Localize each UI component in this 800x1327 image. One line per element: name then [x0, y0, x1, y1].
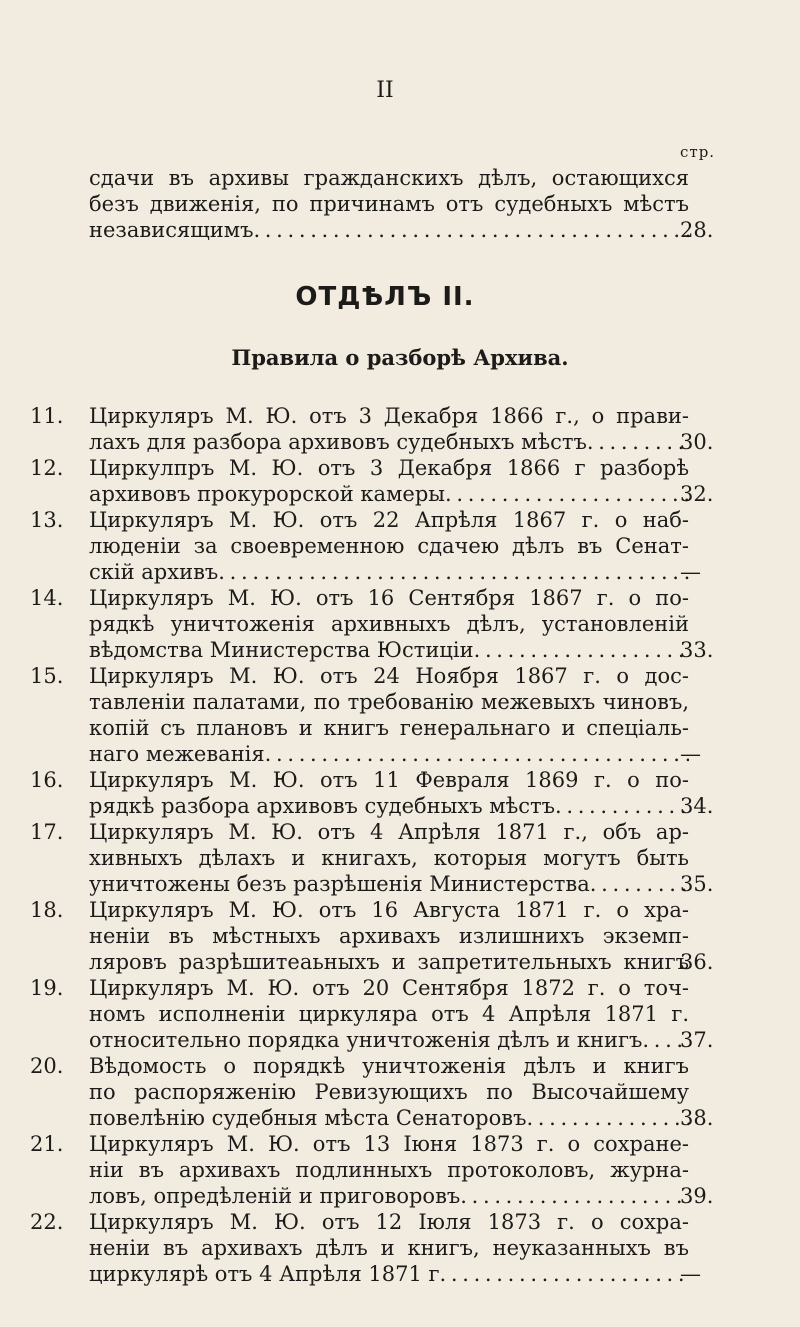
- entry-page-ref: 32.: [680, 482, 714, 506]
- entry-number: 12.: [30, 456, 64, 480]
- entries-list: [0, 403, 800, 1287]
- entry-text-line: Циркуляръ М. Ю. отъ 12 Іюля 1873 г. о сохра-: [89, 1210, 689, 1234]
- entry-page-ref: 37.: [680, 1028, 714, 1052]
- entry-number: 19.: [30, 976, 64, 1000]
- entry-number: 13.: [30, 508, 64, 532]
- entry-page-ref: 28.: [680, 218, 714, 242]
- entry-number: 15.: [30, 664, 64, 688]
- entry-text-line: Вѣдомость о порядкѣ уничтоженія дѣлъ и книгъ: [89, 1054, 689, 1078]
- page-column-header: стр.: [680, 143, 716, 161]
- entry-text-line: копій съ плановъ и книгъ генеральнаго и спеціаль-: [89, 716, 689, 740]
- entry-text-line: относительно порядка уничтоженія дѣлъ и книгъ . . .: [89, 1027, 689, 1053]
- entry-text-line: сдачи въ архивы гражданскихъ дѣлъ, остающихся: [89, 166, 689, 190]
- entry-text-line: Циркуляръ М. Ю. отъ 20 Сентября 1872 г. о точ-: [89, 976, 689, 1000]
- toc-entry: [0, 663, 800, 767]
- entry-text-line: люденіи за своевременною сдачею дѣлъ въ Сенат-: [89, 534, 689, 558]
- entry-text-line: Циркуляръ М. Ю. отъ 16 Августа 1871 г. о хра-: [89, 898, 689, 922]
- entry-number: 22.: [30, 1210, 64, 1234]
- entry-page-ref: —: [680, 560, 701, 584]
- entry-text-line: ніи въ архивахъ подлинныхъ протоколовъ, журна-: [89, 1158, 689, 1182]
- section-title: ОТДѢЛЪ II.: [295, 282, 475, 312]
- entry-page-ref: 39.: [680, 1184, 714, 1208]
- entry-text-line: Циркуляръ М. Ю. отъ 22 Апрѣля 1867 г. о наб-: [89, 508, 689, 532]
- entry-text-line: циркулярѣ отъ 4 Апрѣля 1871 г . . .: [89, 1261, 689, 1287]
- entry-text-line: повелѣнію судебныя мѣста Сенаторовъ . . .: [89, 1105, 689, 1131]
- entry-number: 21.: [30, 1132, 64, 1156]
- entry-text-line: Циркуляръ М. Ю. отъ 11 Февраля 1869 г. о по-: [89, 768, 689, 792]
- entry-text-line: наго межеванія . . .: [89, 741, 689, 767]
- entry-text-line: ловъ, опредѣленій и приговоровъ . . .: [89, 1183, 689, 1209]
- entry-text-line: Циркулпръ М. Ю. отъ 3 Декабря 1866 г разборѣ: [89, 456, 689, 480]
- toc-entry: [0, 1053, 800, 1131]
- toc-entry: [0, 507, 800, 585]
- entry-text-line: Циркуляръ М. Ю. отъ 16 Сентября 1867 г. о по-: [89, 586, 689, 610]
- entry-number: 20.: [30, 1054, 64, 1078]
- entry-text-line: тавленіи палатами, по требованію межевыхъ чиновъ,: [89, 690, 689, 714]
- entry-page-ref: 35.: [680, 872, 714, 896]
- entry-text-line: Циркуляръ М. Ю. отъ 24 Ноября 1867 г. о дос-: [89, 664, 689, 688]
- toc-entry: [0, 1131, 800, 1209]
- entry-text-line: вѣдомства Министерства Юстиціи . . .: [89, 637, 689, 663]
- toc-entry: [0, 403, 800, 455]
- entry-text-line: хивныхъ дѣлахъ и книгахъ, которыя могутъ быть: [89, 846, 689, 870]
- entry-number: 11.: [30, 404, 64, 428]
- entry-text-line: рядкѣ разбора архивовъ судебныхъ мѣстъ . . .: [89, 793, 689, 819]
- entry-text-line: рядкѣ уничтоженія архивныхъ дѣлъ, установленій: [89, 612, 689, 636]
- entry-page-ref: 30.: [680, 430, 714, 454]
- entry-text-line: по распоряженію Ревизующихъ по Высочайшему: [89, 1080, 689, 1104]
- entry-number: 17.: [30, 820, 64, 844]
- entry-text-line: Циркуляръ М. Ю. отъ 4 Апрѣля 1871 г., объ ар-: [89, 820, 689, 844]
- entry-text-line: неніи въ архивахъ дѣлъ и книгъ, неуказанныхъ въ: [89, 1236, 689, 1260]
- page-number: II: [376, 78, 394, 103]
- entry-page-ref: —: [680, 1262, 701, 1286]
- entry-number: 16.: [30, 768, 64, 792]
- entry-text-line: лахъ для разбора архивовъ судебныхъ мѣстъ . . .: [89, 429, 689, 455]
- toc-entry: [0, 897, 800, 975]
- entry-text-line: номъ исполненіи циркуляра отъ 4 Апрѣля 1871 г.: [89, 1002, 689, 1026]
- entry-number: 18.: [30, 898, 64, 922]
- entry-text-line: скій архивъ . . .: [89, 559, 689, 585]
- toc-entry: [0, 455, 800, 507]
- entry-text-line: уничтожены безъ разрѣшенія Министерства . . .: [89, 871, 689, 897]
- entry-page-ref: 34.: [680, 794, 714, 818]
- entry-text-line: архивовъ прокурорской камеры . . .: [89, 481, 689, 507]
- entry-text-line: ляровъ разрѣшитеаьныхъ и запретительныхъ книгъ: [89, 950, 689, 974]
- entry-text-line: безъ движенія, по причинамъ отъ судебныхъ мѣстъ: [89, 192, 689, 216]
- toc-entry: [0, 585, 800, 663]
- section-subtitle: Правила о разборѣ Архива.: [231, 345, 569, 370]
- entry-page-ref: 36.: [680, 950, 714, 974]
- intro-entry: [0, 165, 800, 243]
- entry-number: 14.: [30, 586, 64, 610]
- entry-text-line: Циркуляръ М. Ю. отъ 13 Іюня 1873 г. о сохране-: [89, 1132, 689, 1156]
- entry-page-ref: —: [680, 742, 701, 766]
- entry-page-ref: 33.: [680, 638, 714, 662]
- entry-text-line: Циркуляръ М. Ю. отъ 3 Декабря 1866 г., о прави-: [89, 404, 689, 428]
- entry-text-line: независящимъ . . .: [89, 217, 689, 243]
- toc-entry: [0, 975, 800, 1053]
- entry-text-line: неніи въ мѣстныхъ архивахъ излишнихъ экземп-: [89, 924, 689, 948]
- toc-entry: [0, 1209, 800, 1287]
- toc-entry: [0, 819, 800, 897]
- entry-page-ref: 38.: [680, 1106, 714, 1130]
- toc-entry: [0, 767, 800, 819]
